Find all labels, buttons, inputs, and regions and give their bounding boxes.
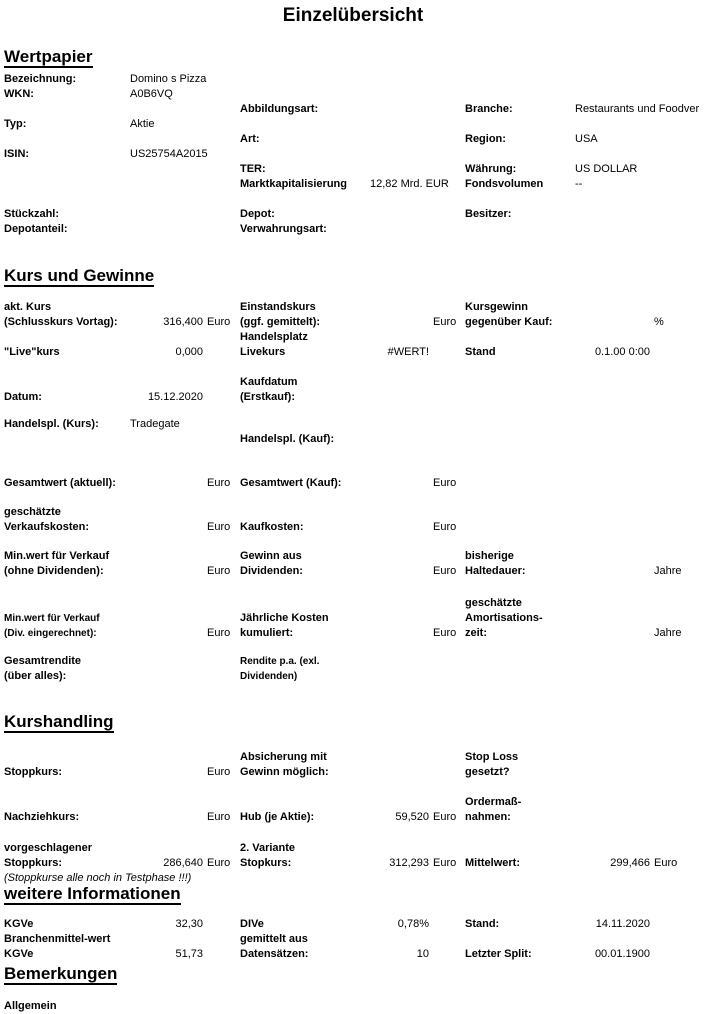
branchenmittel-row [4, 932, 706, 947]
mittelwert-label: Mittelwert: [465, 857, 520, 869]
vorgeschlagener-label: vorgeschlagener [4, 842, 93, 854]
art-label: Art: [240, 133, 260, 145]
datum-value: 15.12.2020 [147, 391, 203, 403]
stopkurs-variante2-label: Stopkurs: [240, 857, 292, 869]
stoppkurs-label: Stoppkurs: [4, 766, 63, 778]
handelspl-kurs-value: Tradegate [130, 418, 180, 430]
wkn-row [4, 87, 706, 117]
kaufkosten-label: Kaufkosten: [240, 521, 304, 533]
einstandskurs-label: Einstandskurs [240, 301, 316, 313]
hub-value: 59,520 [395, 811, 429, 823]
typ-value: Aktie [130, 118, 155, 130]
typ-row [4, 117, 706, 147]
ordermass-row [4, 795, 706, 810]
marktkapitalisierung-row [4, 177, 706, 192]
wkn-label: WKN: [4, 88, 34, 100]
datum-label: Datum: [4, 391, 42, 403]
kaufdatum-row [4, 375, 706, 390]
dividenden-label: Dividenden: [240, 565, 303, 577]
kaufdatum-label: Kaufdatum [240, 376, 298, 388]
letzter-split-label: Letzter Split: [465, 948, 532, 960]
typ-label: Typ: [4, 118, 27, 130]
branchen-kgve-label: KGVe [4, 948, 34, 960]
section-bemerkungen-heading-row [4, 965, 706, 985]
minwert-ohne-div-label-1: Min.wert für Verkauf [4, 550, 110, 562]
kaufkosten-unit: Euro [433, 521, 457, 533]
handelsplatz-group [4, 417, 706, 447]
handelspl-row [4, 417, 706, 447]
gesetzt-label: gesetzt? [465, 766, 510, 778]
gemittelt-aus-label: gemittelt aus [240, 933, 308, 945]
dive-label: DIVe [240, 918, 264, 930]
stoppkurs-varianten-row [4, 856, 706, 871]
geschaetzte-label: geschätzte [4, 506, 61, 518]
rendite-pa-label-2: Dividenden) [240, 671, 298, 682]
gesamtwert-aktuell-label: Gesamtwert (aktuell): [4, 477, 116, 489]
dive-value: 0,78% [397, 918, 429, 930]
nachziehkurs-group [4, 795, 706, 825]
akt-kurs-value: 316,400 [163, 316, 203, 328]
stopkurs-variante2-unit: Euro [433, 857, 457, 869]
kumuliert-label: kumuliert: [240, 627, 294, 639]
minwert-div-value-row [4, 626, 706, 641]
gesamtwert-group [4, 476, 706, 491]
rendite-pa-label-1: Rendite p.a. (exl. [240, 656, 320, 667]
abbildungsart-label: Abbildungsart: [240, 103, 319, 115]
kursgewinn-unit: % [654, 316, 664, 328]
kursgewinn-label: Kursgewinn [465, 301, 528, 313]
wertpapier-heading: Wertpapier [4, 47, 93, 66]
depotanteil-label: Depotanteil: [4, 223, 68, 235]
minwert-div-label-1: Min.wert für Verkauf [4, 613, 100, 624]
kgve-label: KGVe [4, 918, 34, 930]
ordermassnahmen-label-2: nahmen: [465, 811, 511, 823]
minwert-value-row [4, 564, 706, 579]
waehrung-label: Währung: [465, 163, 517, 175]
kgve-row [4, 917, 706, 932]
minwert-div-header-row [4, 611, 706, 626]
handelspl-kauf-label: Handelspl. (Kauf): [240, 433, 335, 445]
wertpapier-identification-group [4, 72, 706, 192]
allgemein-label: Allgemein [4, 1000, 57, 1012]
branchenmittel-wert-label: Branchenmittel-wert [4, 933, 111, 945]
ggf-gemittelt-label: (ggf. gemittelt): [240, 316, 321, 328]
minwert-ohne-div-unit: Euro [207, 565, 231, 577]
section-wertpapier-heading-row [4, 48, 706, 68]
stueckzahl-row [4, 207, 706, 222]
section-kurshandling-heading-row [4, 713, 706, 733]
branche-label: Branche: [465, 103, 513, 115]
schlusskurs-vortag-label: (Schlusskurs Vortag): [4, 316, 118, 328]
zeit-unit: Jahre [654, 627, 682, 639]
kurs-header-row [4, 300, 706, 315]
kurs-aktuell-group [4, 300, 706, 360]
vorgeschlagener-row [4, 841, 706, 856]
stop-loss-label: Stop Loss [465, 751, 519, 763]
kumuliert-unit: Euro [433, 627, 457, 639]
nachziehkurs-row [4, 810, 706, 825]
isin-label: ISIN: [4, 148, 30, 160]
minwert-ohne-div-label-2: (ohne Dividenden): [4, 565, 104, 577]
stand-value: 0.1.00 0:00 [594, 346, 650, 358]
livekurs-value: #WERT! [387, 346, 429, 358]
gesamtwert-kauf-label: Gesamtwert (Kauf): [240, 477, 342, 489]
minwert-ohne-div-group [4, 549, 706, 579]
kaufdatum-group [4, 375, 706, 405]
vorgeschlagener-stoppkurs-value: 286,640 [163, 857, 203, 869]
einstandskurs-unit: Euro [433, 316, 457, 328]
schlusskurs-row [4, 315, 706, 330]
dividenden-unit: Euro [433, 565, 457, 577]
branche-value: Restaurants und Foodver [575, 103, 700, 115]
haltedauer-label: Haltedauer: [465, 565, 526, 577]
kennzahlen-group [4, 917, 706, 962]
gesamtwert-kauf-unit: Euro [433, 477, 457, 489]
mittelwert-unit: Euro [654, 857, 678, 869]
minwert-div-unit: Euro [207, 627, 231, 639]
stopkurs-variante2-value: 312,293 [389, 857, 429, 869]
mittelwert-value: 299,466 [610, 857, 650, 869]
isin-value: US25754A2015 [130, 148, 208, 160]
bisherige-label: bisherige [465, 550, 514, 562]
gewinn-aus-label: Gewinn aus [240, 550, 302, 562]
kosten-group [4, 505, 706, 535]
stueckzahl-label: Stückzahl: [4, 208, 60, 220]
livekurs-label: Livekurs [240, 346, 286, 358]
gesamtrendite-label: Gesamtrendite [4, 655, 82, 667]
stoppkurs-group [4, 750, 706, 780]
allgemein-row [4, 999, 706, 1014]
depotanteil-row [4, 222, 706, 237]
region-value: USA [575, 133, 598, 145]
region-label: Region: [465, 133, 506, 145]
variante-2-label: 2. Variante [240, 842, 296, 854]
hub-label: Hub (je Aktie): [240, 811, 315, 823]
stand-datum-value: 14.11.2020 [595, 918, 650, 930]
fondsvolumen-label: Fondsvolumen [465, 178, 544, 190]
letzter-split-value: 00.01.1900 [594, 948, 650, 960]
ordermassnahmen-label-1: Ordermaß- [465, 796, 522, 808]
marktkapitalisierung-label: Marktkapitalisierung [240, 178, 347, 190]
section-weitere-heading-row [4, 885, 706, 905]
gesamtwert-row [4, 476, 706, 491]
minwert-header-row [4, 549, 706, 564]
verkaufskosten-unit: Euro [207, 521, 231, 533]
bemerkungen-group [4, 999, 706, 1014]
vorgeschlagener-stoppkurs-label: Stoppkurs: [4, 857, 63, 869]
page-title: Einzelübersicht [282, 5, 424, 26]
akt-kurs-unit: Euro [207, 316, 231, 328]
gesamtwert-aktuell-unit: Euro [207, 477, 231, 489]
testphase-note: (Stoppkurse alle noch in Testphase !!!) [4, 872, 192, 884]
absicherung-row [4, 750, 706, 765]
datum-row [4, 390, 706, 405]
ueber-alles-row [4, 669, 706, 684]
nachziehkurs-unit: Euro [207, 811, 231, 823]
marktkapitalisierung-value: 12,82 Mrd. EUR [370, 178, 449, 190]
datensaetzen-label: Datensätzen: [240, 948, 309, 960]
erstkauf-label: (Erstkauf): [240, 391, 296, 403]
live-kurs-value: 0,000 [175, 346, 203, 358]
stoppkurs-unit: Euro [207, 766, 231, 778]
gewinn-moeglich-label: Gewinn möglich: [240, 766, 329, 778]
waehrung-value: US DOLLAR [575, 163, 638, 175]
live-kurs-label: "Live"kurs [4, 346, 60, 358]
livekurs-row [4, 345, 706, 360]
weitere-informationen-heading: weitere Informationen [4, 884, 181, 903]
rendite-group [4, 654, 706, 684]
handelspl-kurs-label: Handelspl. (Kurs): [4, 418, 99, 430]
absicherung-label: Absicherung mit [240, 751, 327, 763]
vorgeschlagener-stoppkurs-group [4, 841, 706, 885]
stand-datum-label: Stand: [465, 918, 500, 930]
verwahrungsart-label: Verwahrungsart: [240, 223, 327, 235]
akt-kurs-label: akt. Kurs [4, 301, 52, 313]
zeit-label: zeit: [465, 627, 487, 639]
bezeichnung-row [4, 72, 706, 87]
verkaufskosten-label: Verkaufskosten: [4, 521, 89, 533]
geschaetzte-amortisation-label: geschätzte [465, 597, 522, 609]
bemerkungen-heading: Bemerkungen [4, 964, 118, 983]
depot-label: Depot: [240, 208, 275, 220]
ter-label: TER: [240, 163, 266, 175]
bezeichnung-label: Bezeichnung: [4, 73, 77, 85]
besitzer-label: Besitzer: [465, 208, 512, 220]
vorgeschlagener-stoppkurs-unit: Euro [207, 857, 231, 869]
kurshandling-heading: Kurshandling [4, 712, 114, 731]
verkaufskosten-row [4, 520, 706, 535]
haltedauer-unit: Jahre [654, 565, 682, 577]
branchen-kgve-value: 51,73 [175, 948, 203, 960]
stand-label: Stand [465, 346, 496, 358]
hub-unit: Euro [433, 811, 457, 823]
handelsplatz-row [4, 330, 706, 345]
section-kurs-heading-row [4, 267, 706, 287]
geschaetzte-row [4, 505, 706, 520]
fondsvolumen-value: -- [575, 178, 583, 190]
ueber-alles-label: (über alles): [4, 670, 67, 682]
kgve-value: 32,30 [175, 918, 203, 930]
kurs-und-gewinne-heading: Kurs und Gewinne [4, 266, 155, 285]
wkn-value: A0B6VQ [130, 88, 173, 100]
minwert-div-label-2: (Div. eingerechnet): [4, 628, 97, 639]
gegenueber-kauf-label: gegenüber Kauf: [465, 316, 553, 328]
branchen-kgve-row [4, 947, 706, 962]
handelsplatz-label: Handelsplatz [240, 331, 308, 343]
nachziehkurs-label: Nachziehkurs: [4, 811, 80, 823]
jaehrliche-kosten-label: Jährliche Kosten [240, 612, 329, 624]
stoppkurs-row [4, 765, 706, 780]
isin-row [4, 147, 706, 177]
bezeichnung-value: Domino s Pizza [130, 73, 207, 85]
minwert-div-group [4, 596, 706, 641]
geschaetzte-amortisation-row [4, 596, 706, 611]
wertpapier-depot-group [4, 207, 706, 237]
amortisations-label: Amortisations- [465, 612, 543, 624]
datensaetzen-value: 10 [416, 948, 429, 960]
gesamtrendite-row [4, 654, 706, 669]
